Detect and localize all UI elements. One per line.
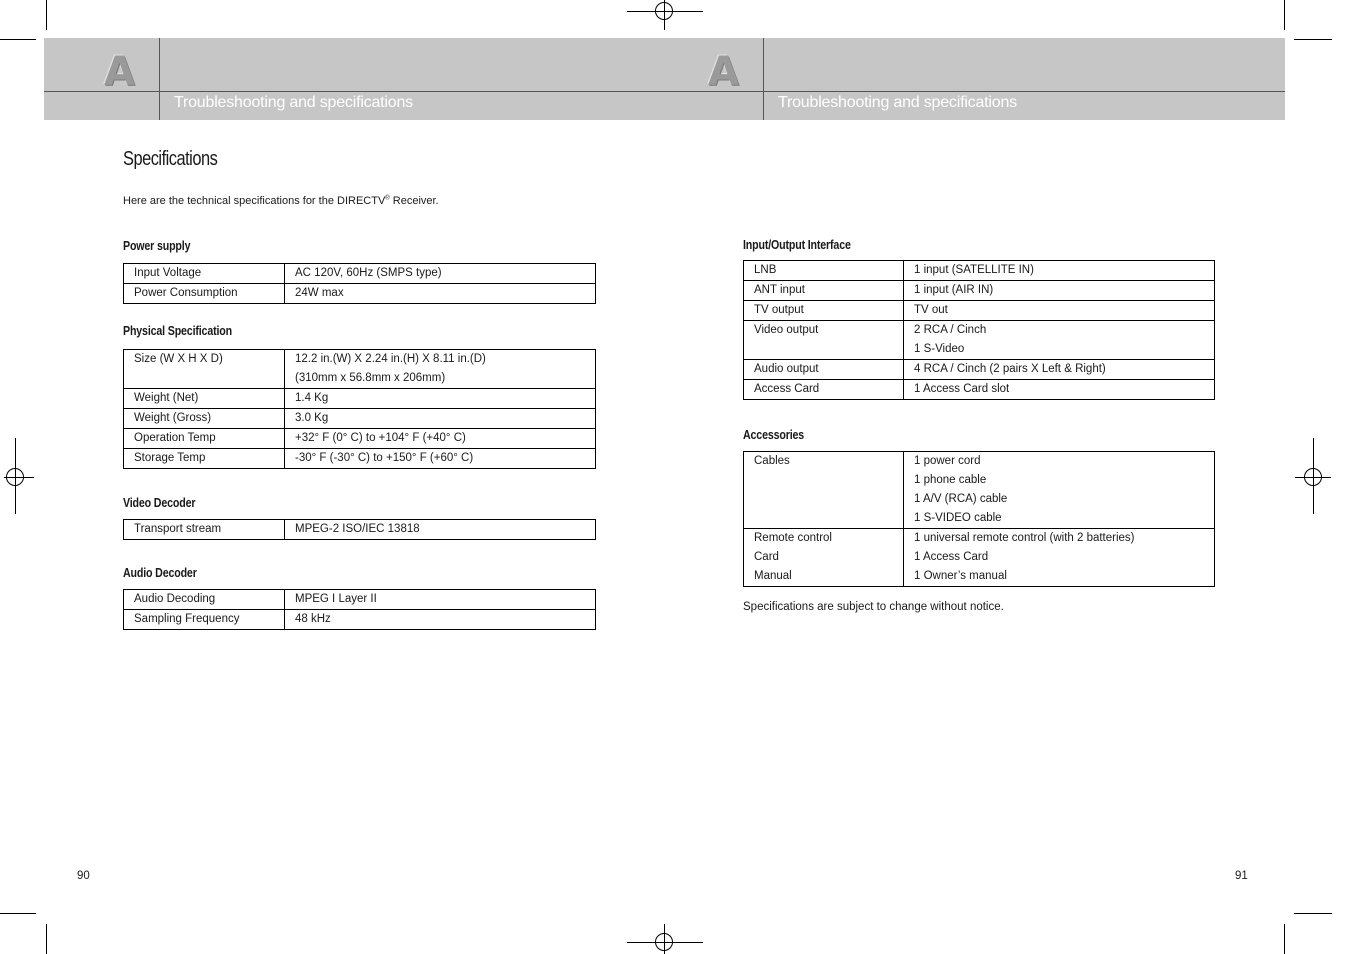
table-row: [124, 449, 596, 469]
spec-value: TV out: [904, 301, 1215, 321]
section-letter-right: A: [708, 49, 739, 95]
table-row: [124, 264, 596, 284]
spec-value: +32° F (0° C) to +104° F (+40° C): [285, 429, 596, 449]
spec-value: 48 kHz: [285, 610, 596, 630]
spec-value: MPEG I Layer II: [285, 590, 596, 610]
spec-label: Operation Temp: [124, 429, 285, 449]
spec-label: Input Voltage: [134, 267, 202, 279]
spec-label: Size (W X H X D): [134, 353, 223, 365]
table-row: [744, 281, 1215, 301]
spec-label: Weight (Gross): [124, 409, 285, 429]
intro-text: Here are the technical specifications for the DIRECTV® Receiver.: [123, 195, 439, 207]
table-row: [744, 261, 1215, 281]
spec-value: 2 RCA / Cinch 1 S-Video: [904, 321, 1215, 360]
spec-label: Sampling Frequency: [124, 610, 285, 630]
header-title-right: Troubleshooting and specifications: [778, 94, 1017, 111]
spec-label: Power Consumption: [124, 284, 285, 304]
spec-label: Access Card: [744, 380, 904, 400]
table-row: [124, 389, 596, 409]
spec-label: Storage Temp: [124, 449, 285, 469]
spec-label: Weight (Net): [124, 389, 285, 409]
spec-value: 1.4 Kg: [285, 389, 596, 409]
spec-value: 12.2 in.(W) X 2.24 in.(H) X 8.11 in.(D) (310mm x 56.8mm x 206mm): [285, 350, 596, 389]
table-row: [744, 452, 1215, 529]
table-row: [744, 360, 1215, 380]
heading-accessories: Accessories: [743, 427, 805, 442]
heading-video-decoder: Video Decoder: [123, 495, 196, 510]
table-row: [744, 529, 1215, 587]
spec-label: Audio Decoding: [134, 593, 216, 605]
spec-value: 1 input (SATELLITE IN): [904, 261, 1215, 281]
spec-value: 1 universal remote control (with 2 batteries) 1 Access Card 1 Owner’s manual: [904, 529, 1215, 587]
registered-mark: ®: [385, 195, 390, 202]
spec-value: 3.0 Kg: [285, 409, 596, 429]
table-row: [124, 350, 596, 389]
power-supply-table: [123, 263, 596, 304]
page-title: Specifications: [123, 148, 218, 170]
section-letter-left: A: [104, 49, 135, 95]
io-interface-table: [743, 260, 1215, 400]
physical-spec-table: [123, 349, 596, 469]
heading-io-interface: Input/Output Interface: [743, 237, 851, 252]
change-notice: Specifications are subject to change without notice.: [743, 601, 1004, 613]
page-number-right: 91: [1235, 870, 1248, 882]
table-row: [744, 380, 1215, 400]
spec-value: 1 power cord 1 phone cable 1 A/V (RCA) cable 1 S-VIDEO cable: [904, 452, 1215, 529]
audio-decoder-table: [123, 589, 596, 630]
spec-label: Transport stream: [134, 523, 222, 535]
table-row: [124, 429, 596, 449]
spec-value: -30° F (-30° C) to +150° F (+60° C): [285, 449, 596, 469]
table-row: [124, 284, 596, 304]
spec-value: MPEG-2 ISO/IEC 13818: [285, 520, 596, 540]
heading-audio-decoder: Audio Decoder: [123, 565, 197, 580]
accessories-table: [743, 451, 1215, 587]
spec-value: AC 120V, 60Hz (SMPS type): [285, 264, 596, 284]
spec-label: LNB: [754, 264, 777, 276]
header-vertical-divider-left: [159, 38, 160, 120]
spec-value: 1 input (AIR IN): [904, 281, 1215, 301]
spec-value: 24W max: [285, 284, 596, 304]
header-vertical-divider-right: [763, 38, 764, 120]
spec-value: 1 Access Card slot: [904, 380, 1215, 400]
spec-label: Audio output: [744, 360, 904, 380]
page-number-left: 90: [77, 870, 90, 882]
spec-label: TV output: [744, 301, 904, 321]
header-title-left: Troubleshooting and specifications: [174, 94, 413, 111]
table-row: [124, 520, 596, 540]
spec-label: ANT input: [744, 281, 904, 301]
table-row: [124, 610, 596, 630]
table-row: [744, 301, 1215, 321]
video-decoder-table: [123, 519, 596, 540]
spec-label: Remote control Card Manual: [744, 529, 904, 587]
heading-power-supply: Power supply: [123, 238, 191, 253]
spec-label: Video output: [744, 321, 904, 360]
heading-physical-spec: Physical Specification: [123, 323, 232, 338]
spec-label: Cables: [754, 455, 790, 467]
spec-value: 4 RCA / Cinch (2 pairs X Left & Right): [904, 360, 1215, 380]
table-row: [744, 321, 1215, 360]
table-row: [124, 590, 596, 610]
table-row: [124, 409, 596, 429]
